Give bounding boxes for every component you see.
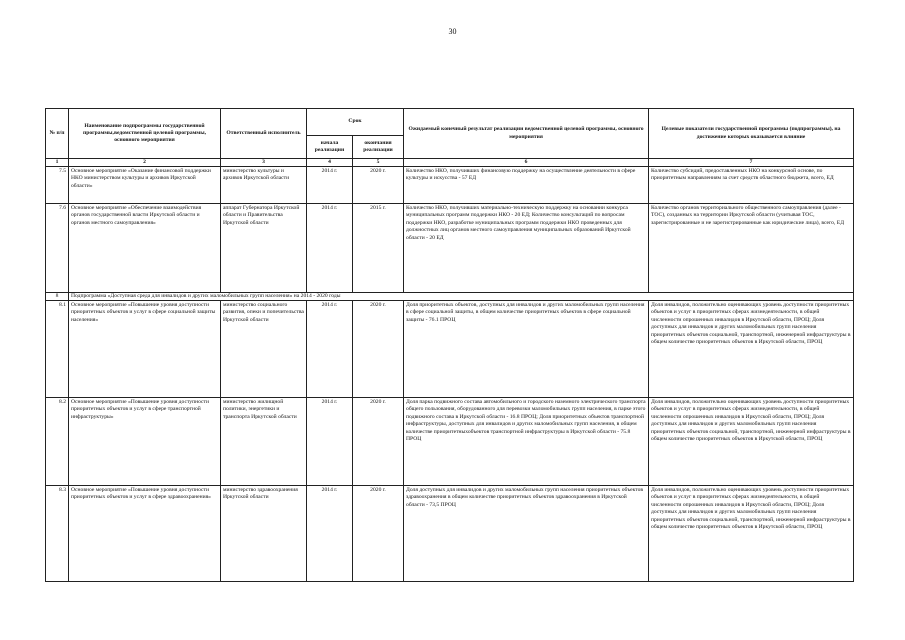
- subprogram-row: [46, 293, 854, 301]
- expected-result: Количество НКО, получивших финансовую поддержку на осуществление деятельности в сфере культуры и искусства - 57 ЕД: [404, 167, 649, 204]
- start-year: 2014 г.: [307, 301, 353, 398]
- table-row: [46, 204, 854, 293]
- col-number: 2: [69, 159, 221, 167]
- executor: министерство здравоохранения Иркутской области: [221, 486, 307, 582]
- start-year: 2014 г.: [307, 167, 353, 204]
- header-term: Срок: [307, 109, 404, 136]
- table-row: [46, 486, 854, 582]
- expected-result: Доля доступных для инвалидов и других маломобильных групп населения приоритетных объектов здравоохранения в общем количестве приоритетных объектов здравоохранения в Иркутской области - 73,5 ПРОЦ: [404, 486, 649, 582]
- row-number: 8.2: [46, 398, 69, 486]
- end-year: 2020 г.: [353, 486, 404, 582]
- start-year: 2014 г.: [307, 204, 353, 293]
- expected-result: Доля парка подвижного состава автомобильного и городского наземного электрического транспорта общего пользования, оборудованного для перевозки маломобильных групп населения, в парке этого подвижного состава в Иркутской области - 16.8 ПРОЦ; Доля приоритетных объектов транспортной инфраструктуры, доступных для инвалидов и других маломобильных групп населения, в общем количестве приоритетныхобъектов транспортной инфраструктуры в Иркутской области - 75.8 ПРОЦ: [404, 398, 649, 486]
- expected-result: Количество НКО, получивших материально-техническую поддержку на основании конкурса муниципальных программ поддержки НКО - 20 ЕД; Количество консультаций по вопросам поддержки НКО, разработке муниципальных программ поддержки НКО проведенных для должностных лиц органов местного самоуправления муниципальных образований Иркутской области - 20 ЕД: [404, 204, 649, 293]
- header-name: Наименование подпрограммы государственной программы,ведомственной целевой программы, основного мероприятия: [69, 109, 221, 159]
- target-indicators: Доля инвалидов, положительно оценивающих уровень доступности приоритетных объектов и услуг в приоритетных сферах жизнедеятельности, в общей численности опрошенных инвалидов в Иркутской области, ПРОЦ; Доля доступных для инвалидов и других маломобильных групп населения приоритетных объектов социальной, транспортной, инженерной инфраструктуры в общем количестве приоритетных объектов в Иркутской области, ПРОЦ: [649, 486, 854, 582]
- header-executor: Ответственный исполнитель: [221, 109, 307, 159]
- column-numbers-row: [46, 159, 854, 167]
- activity-name: Основное мероприятие «Повышение уровня доступности приоритетных объектов и услуг в сфере социальной защиты населения»: [69, 301, 221, 398]
- header-targets: Целевые показатели государственной программы (подпрограммы), на достижение которых оказывается влияние: [649, 109, 854, 159]
- row-number: 8.1: [46, 301, 69, 398]
- end-year: 2020 г.: [353, 167, 404, 204]
- subprogram-number: 8: [46, 293, 69, 301]
- executor: министерство социального развития, опеки и попечительства Иркутской области: [221, 301, 307, 398]
- row-number: 7.6: [46, 204, 69, 293]
- page-number: 30: [448, 27, 457, 36]
- col-number: 3: [221, 159, 307, 167]
- col-number: 1: [46, 159, 69, 167]
- header-start: начала реализации: [307, 136, 353, 159]
- activity-name: Основное мероприятие «Обеспечение взаимодействия органов государственной власти Иркутской области и органов местного самоуправления»: [69, 204, 221, 293]
- subprogram-title: Подпрограмма «Доступная среда для инвалидов и других маломобильных групп населения» на 2014 - 2020 годы: [69, 293, 854, 301]
- col-number: 4: [307, 159, 353, 167]
- row-number: 8.3: [46, 486, 69, 582]
- table-row: [46, 167, 854, 204]
- header-end: окончания реализации: [353, 136, 404, 159]
- activity-name: Основное мероприятие «Оказание финансовой поддержки НКО министерством культуры и архивов Иркутской области»: [69, 167, 221, 204]
- target-indicators: Количество субсидий, предоставленных НКО на конкурсной основе, по приоритетным направлениям за счет средств областного бюджета, всего, ЕД: [649, 167, 854, 204]
- start-year: 2014 г.: [307, 398, 353, 486]
- header-result: Ожидаемый конечный результат реализации ведомственной целевой программы, основного мероприятия: [404, 109, 649, 159]
- program-table: [45, 108, 854, 582]
- header-row: [46, 109, 854, 136]
- end-year: 2015 г.: [353, 204, 404, 293]
- start-year: 2014 г.: [307, 486, 353, 582]
- activity-name: Основное мероприятие «Повышение уровня доступности приоритетных объектов и услуг в сфере транспортной инфраструктуры»: [69, 398, 221, 486]
- header-num: № п/п: [46, 109, 69, 159]
- col-number: 7: [649, 159, 854, 167]
- expected-result: Доля приоритетных объектов, доступных для инвалидов и других маломобильных групп населения в сфере социальной защиты, в общем количестве приоритетных объектов в сфере социальной защиты - 76.1 ПРОЦ: [404, 301, 649, 398]
- target-indicators: Доля инвалидов, положительно оценивающих уровень доступности приоритетных объектов и услуг в приоритетных сферах жизнедеятельности, в общей численности опрошенных инвалидов в Иркутской области, ПРОЦ; Доля доступных для инвалидов и других маломобильных групп населения приоритетных объектов социальной, транспортной, инженерной инфраструктуры в общем количестве приоритетных объектов в Иркутской области, ПРОЦ: [649, 301, 854, 398]
- table-row: [46, 301, 854, 398]
- activity-name: Основное мероприятие «Повышение уровня доступности приоритетных объектов и услуг в сфере здравоохранения»: [69, 486, 221, 582]
- row-number: 7.5: [46, 167, 69, 204]
- table-row: [46, 398, 854, 486]
- col-number: 5: [353, 159, 404, 167]
- executor: аппарат Губернатора Иркутской области и Правительства Иркутской области: [221, 204, 307, 293]
- target-indicators: Доля инвалидов, положительно оценивающих уровень доступности приоритетных объектов и услуг в приоритетных сферах жизнедеятельности, в общей численности опрошенных инвалидов в Иркутской области, ПРОЦ; Доля доступных для инвалидов и других маломобильных групп населения приоритетных объектов социальной, транспортной, инженерной инфраструктуры в общем количестве приоритетных объектов в Иркутской области, ПРОЦ: [649, 398, 854, 486]
- executor: министерство жилищной политики, энергетики и транспорта Иркутской области: [221, 398, 307, 486]
- col-number: 6: [404, 159, 649, 167]
- end-year: 2020 г.: [353, 398, 404, 486]
- end-year: 2020 г.: [353, 301, 404, 398]
- target-indicators: Количество органов территориального общественного самоуправления (далее - ТОС), созданных на территории Иркутской области (учитывая ТОС, зарегистрированные и не зарегистрированные как юридические лица), всего, ЕД: [649, 204, 854, 293]
- executor: министерство культуры и архивов Иркутской области: [221, 167, 307, 204]
